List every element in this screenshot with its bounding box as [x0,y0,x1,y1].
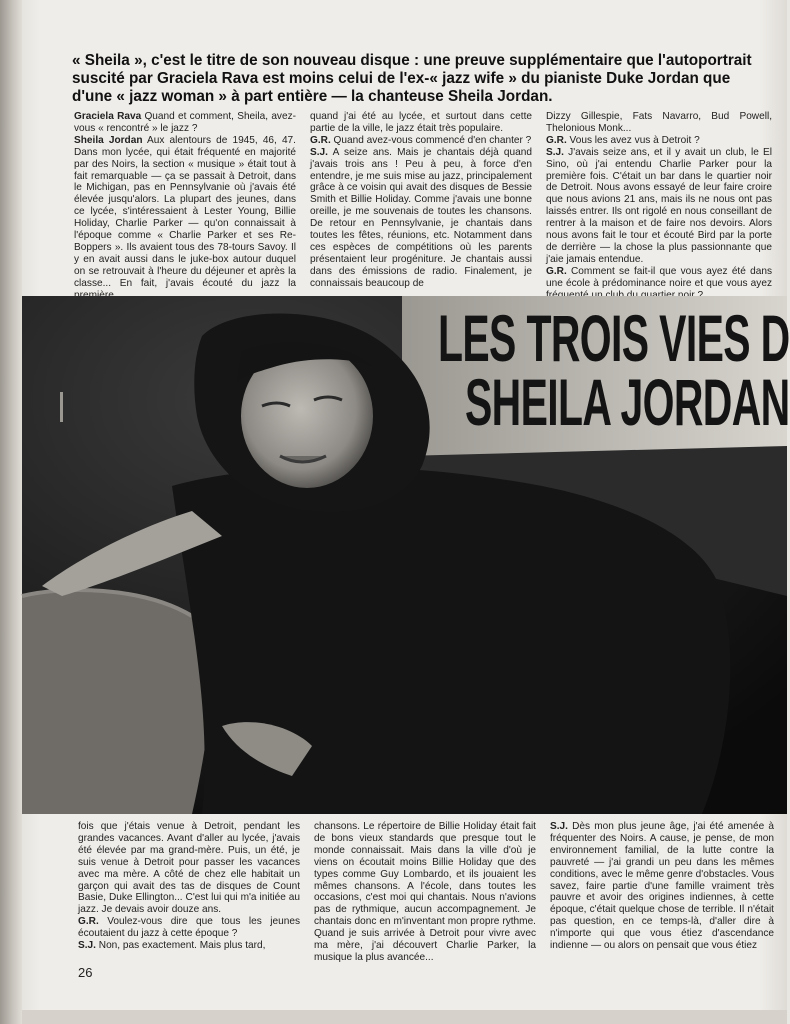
paragraph-text: A seize ans. Mais je chantais déjà quand j'avais trois ans ! Peu à peu, à force d'en entendre, je me suis mise au jazz, principalement grâce à ce voisin qui avait des disques de Bessie Smith et Billie Holiday. Comme j'avais une bonne oreille, je me souvenais de toutes les chansons. De retour en Pennsylvanie, je chantais dans toutes les fêtes, réunions, etc. Notamment dans ces espèces de compétitions où les parents présentaient leur progéniture. Je chantais aussi dans des émissions de radio. Finalement, je connaissais beaucoup de [310,146,532,289]
page-binding [0,0,22,1024]
paragraph [78,940,300,952]
paragraph [546,135,772,147]
column-1-top [74,111,296,291]
speaker-label: G.R. [310,134,331,146]
speaker-label: G.R. [546,134,567,146]
speaker-label: S.J. [546,146,564,158]
paragraph-text: Dizzy Gillespie, Fats Navarro, Bud Powell, Thelonious Monk... [546,111,772,134]
headline-line-2: SHEILA JORDAN [464,365,790,439]
speaker-label: G.R. [78,916,99,928]
paragraph-text: J'avais seize ans, et il y avait un club, le El Sino, où j'ai entendu Charlie Parker pour la première fois. C'était un bar dans le quartier noir de Detroit. Nous avons essayé de leur faire croire que nous avions 21 ans, mais ils ne nous ont pas laissés entrer. Ils ont rigolé en nous conseillant de rentrer à la maison et de faire nos devoirs. Alors nous avons fait le tour et écouté Bird par la porte de derrière — la chose la plus passionnante que j'aie jamais entendue. [546,146,772,265]
paragraph [78,916,300,940]
paragraph [310,147,532,290]
speaker-label: S.J. [78,940,96,952]
column-1-bottom [78,821,300,951]
speaker-label: Graciela Rava [74,111,142,122]
paragraph [310,111,532,135]
column-2-bottom [314,821,536,963]
paragraph [546,147,772,266]
paragraph [78,821,300,916]
article-headline [438,301,790,439]
column-2-top [310,111,532,291]
paragraph-text: Voulez-vous dire que tous les jeunes écoutaient du jazz à cette époque ? [78,916,300,940]
paragraph-text: fois que j'étais venue à Detroit, pendant les grandes vacances. Avant d'aller au lycée, j'avais été élevée par ma grand-mère. Puis, un été, je suis venue à Detroit pour passer les vacances avec ma mère. A côté de chez elle habitait un garçon qui avait des tas de disques de Count Basie, Duke Ellington... C'est lui qui m'a initiée au jazz. Je devais avoir douze ans. [78,821,300,916]
paragraph-text: chansons. Le répertoire de Billie Holiday était fait de bons vieux standards que presque tout le monde connaissait. Mais dans la ville d'où je viens on écoutait moins Billie Holiday que des types comme Guy Lombardo, et ils jouaient les mêmes chansons. A l'école, dans toutes les occasions, c'est moi qui chantais. Nous n'avions pas de rythmique, aucun accompagnement. Je chantais donc en m'inventant mon propre rythme. Quand je suis arrivée à Detroit pour vivre avec ma mère, j'ai découvert Charlie Parker, la musique la plus avancée... [314,821,536,963]
paragraph [74,135,296,302]
paragraph-text: Quand et comment, Sheila, avez-vous « rencontré » le jazz ? [74,111,296,134]
paragraph-text: Aux alentours de 1945, 46, 47. Dans mon lycée, qui était fréquenté en majorité par des Noirs, la section « musique » était tout à fait remarquable — ça se passait à Detroit, dans le Michigan, pas en Pennsylvanie où j'avais été élevée jusqu'alors. La plupart des jeunes, dans ce lycée, s'intéressaient à Lester Young, Billie Holiday, Charlie Parker — qu'on connaissait à l'époque comme « Charlie Parker et ses Re-Boppers ». Ils avaient tous des 78-tours Savoy. Il y en avait aussi dans le juke-box autour duquel on se retrouvait à l'heure du déjeuner et après la classe... En fait, j'avais écouté du jazz la [74,134,296,289]
speaker-label: S.J. [310,146,328,158]
page-number: 26 [78,965,93,980]
column-3-bottom [550,821,774,951]
paragraph-text: quand j'ai été au lycée, et surtout dans cette partie de la ville, le jazz était très populaire. [310,111,532,134]
speaker-label: S.J. [550,821,568,832]
paragraph-text: Comment se fait-il que vous ayez été dans une école à prédominance noire et que vous ayez [546,265,772,289]
page-bottom-edge [22,1010,787,1024]
paragraph-text: Non, pas exactement. Mais plus tard, [95,940,266,952]
paragraph [546,111,772,135]
paragraph-text: Quand avez-vous commencé d'en chanter ? [330,134,532,146]
paragraph-text: Vous les avez vus à Detroit ? [566,134,700,146]
column-3-top [546,111,772,291]
paragraph [550,821,774,952]
article-standfirst: « Sheila », c'est le titre de son nouveau disque : une preuve supplémentaire que l'autoportrait suscité par Graciela Rava est moins celui de l'ex-« jazz wife » du pianiste Duke Jordan que d'une « jazz woman » à part entière — la chanteuse Sheila Jordan. [72,52,752,105]
paragraph-text: Dès mon plus jeune âge, j'ai été amenée à fréquenter des Noirs. A cause, je pense, de mon environnement familial, de la lutte contre la pauvreté — j'ai grandi un peu dans les mêmes conditions, avec le même genre d'obstacles. Vous savez, faire partie d'une famille vraiment très pauvre et avoir des origines indiennes, à cette époque, c'était quelque chose de terrible. Il n'était pas question, en ce temps-là, d'aller dire à n'importe qui que vous étiez d'ascendance indienne — ou alors on pensait que vous étiez [550,821,774,952]
headline-line-1: LES TROIS VIES D [438,301,790,375]
paragraph [74,111,296,135]
paragraph [314,821,536,964]
paragraph [310,135,532,147]
speaker-label: Sheila Jordan [74,134,143,146]
speaker-label: G.R. [546,265,567,277]
